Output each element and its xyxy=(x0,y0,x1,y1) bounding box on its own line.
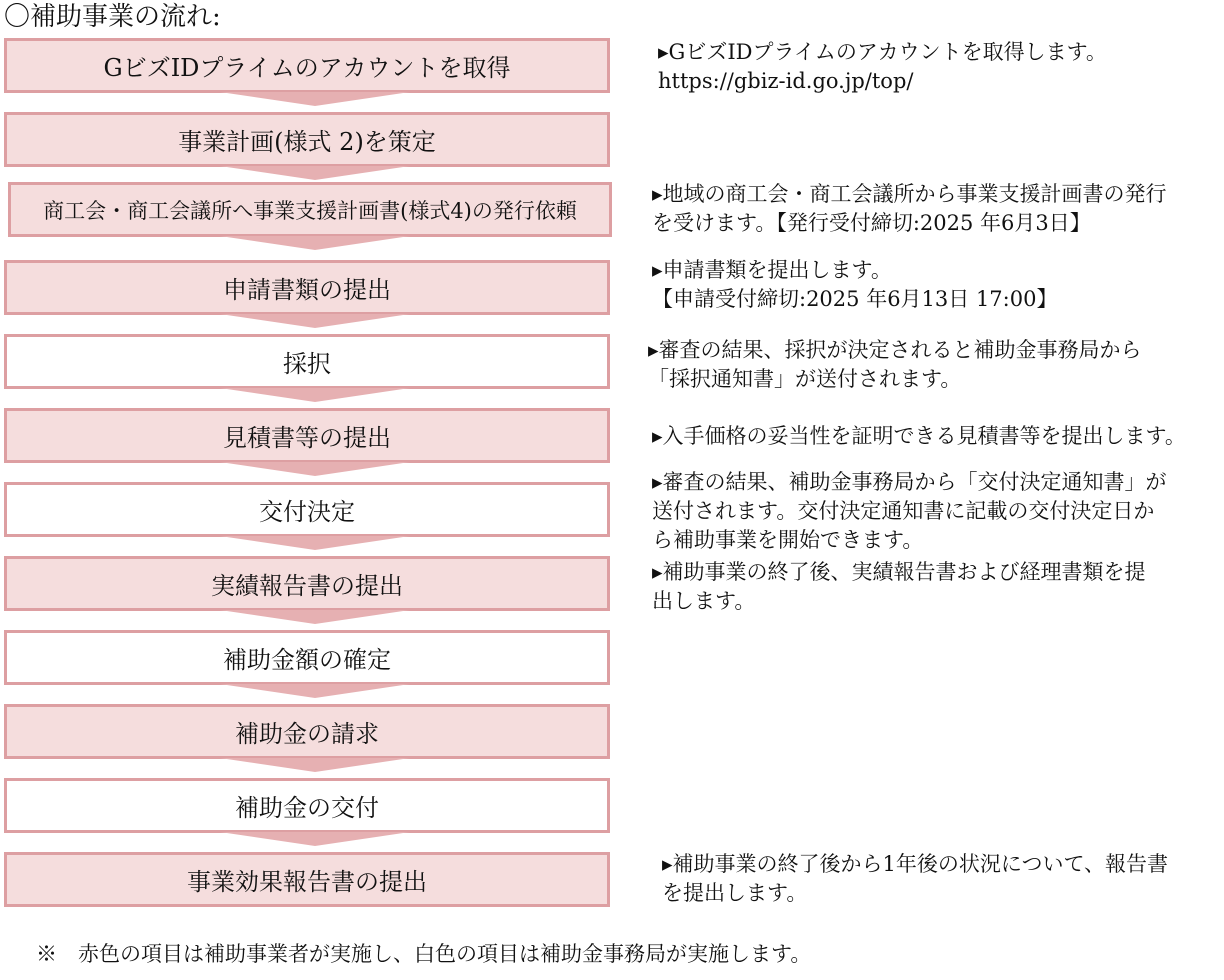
note-line: ▸補助事業の終了後から1年後の状況について、報告書 xyxy=(662,852,1169,876)
note-line: ▸補助事業の終了後、実績報告書および経理書類を提 xyxy=(652,560,1146,584)
note-line: を提出します。 xyxy=(662,881,808,905)
flow-arrow-2 xyxy=(220,166,410,180)
step-amount-confirmation xyxy=(4,630,610,685)
step-label: 補助金の請求 xyxy=(235,720,379,748)
step-label: 商工会・商工会議所へ事業支援計画書(様式4)の発行依頼 xyxy=(43,198,577,223)
step-label: 補助金の交付 xyxy=(235,794,379,822)
step-label: 申請書類の提出 xyxy=(223,276,391,304)
flow-arrow-1 xyxy=(220,92,410,106)
note-line: ら補助事業を開始できます。 xyxy=(652,528,924,552)
flow-arrow-4 xyxy=(220,314,410,328)
note-line: ▸地域の商工会・商工会議所から事業支援計画書の発行 xyxy=(652,182,1167,206)
note-line: 送付されます。交付決定通知書に記載の交付決定日か xyxy=(652,499,1155,523)
step-label: 補助金額の確定 xyxy=(223,646,391,674)
step-application-submit xyxy=(4,260,610,315)
flow-arrow-3 xyxy=(220,236,410,250)
note-line: ▸審査の結果、採択が決定されると補助金事務局から xyxy=(648,338,1142,362)
note-line: ▸申請書類を提出します。 xyxy=(652,258,892,282)
step-label: 交付決定 xyxy=(259,498,355,526)
flow-arrow-6 xyxy=(220,462,410,476)
footnote: ※ 赤色の項目は補助事業者が実施し、白色の項目は補助金事務局が実施します。 xyxy=(36,942,812,966)
note-line: ▸審査の結果、補助金事務局から「交付決定通知書」が xyxy=(652,470,1167,494)
step-effect-report xyxy=(4,852,610,907)
step-performance-report xyxy=(4,556,610,611)
note-line: を受けます。【発行受付締切:2025 年6月3日】 xyxy=(652,211,1091,235)
note-line: 「採択通知書」が送付されます。 xyxy=(648,367,962,391)
note-gbiz xyxy=(658,38,1218,96)
step-label: GビズIDプライムのアカウントを取得 xyxy=(103,54,511,82)
step-grant-payment xyxy=(4,778,610,833)
step-label: 実績報告書の提出 xyxy=(211,572,403,600)
step-gbiz-account xyxy=(4,38,610,93)
flow-arrow-11 xyxy=(220,832,410,846)
step-label: 採択 xyxy=(283,350,331,378)
flow-arrow-7 xyxy=(220,536,410,550)
note-adoption xyxy=(648,336,1208,394)
flow-arrow-10 xyxy=(220,758,410,772)
note-support-plan xyxy=(652,180,1212,238)
note-line: 【申請受付締切:2025 年6月13日 17:00】 xyxy=(652,287,1058,311)
note-performance-report xyxy=(652,558,1212,616)
step-grant-claim xyxy=(4,704,610,759)
note-grant-decision xyxy=(652,468,1212,555)
note-line: ▸GビズIDプライムのアカウントを取得します。 xyxy=(658,40,1107,64)
step-label: 事業計画(様式 2)を策定 xyxy=(178,128,436,156)
step-label: 事業効果報告書の提出 xyxy=(187,868,427,896)
gbiz-url: https://gbiz-id.go.jp/top/ xyxy=(658,69,914,93)
step-support-plan-request xyxy=(8,182,612,237)
flow-arrow-5 xyxy=(220,388,410,402)
step-grant-decision xyxy=(4,482,610,537)
step-estimate-submit xyxy=(4,408,610,463)
flow-arrow-8 xyxy=(220,610,410,624)
note-application xyxy=(652,256,1212,314)
step-label: 見積書等の提出 xyxy=(223,424,391,452)
note-effect-report xyxy=(662,850,1222,908)
flow-arrow-9 xyxy=(220,684,410,698)
note-line: ▸入手価格の妥当性を証明できる見積書等を提出します。 xyxy=(652,424,1186,448)
step-business-plan xyxy=(4,112,610,167)
note-line: 出します。 xyxy=(652,589,756,613)
step-adoption xyxy=(4,334,610,389)
page-title: 〇補助事業の流れ: xyxy=(4,2,221,32)
note-estimate xyxy=(652,422,1212,451)
